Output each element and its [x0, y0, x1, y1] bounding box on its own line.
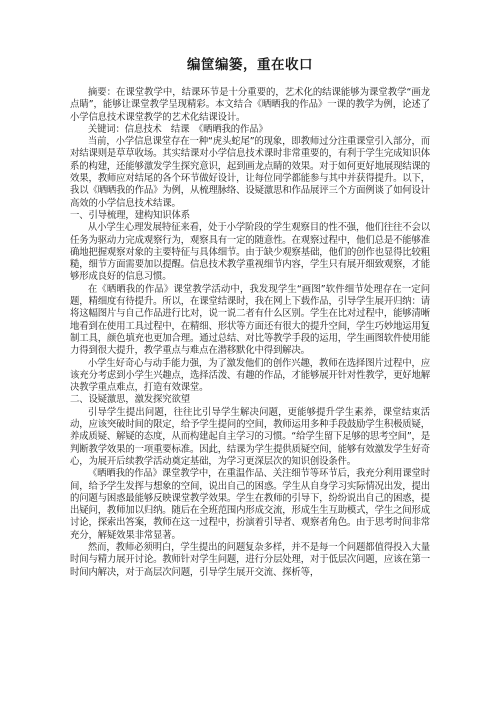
paragraph: 然而，教师必须明白，学生提出的问题复杂多样，并不是每一个问题都值得投入大量时间与精力展开讨论。教师针对学生问题，进行分层处理，对于低层次问题，应该在第一时间内解决，对于高层次问题，引导学生展开交流、探析等， [70, 541, 430, 578]
document-body [70, 87, 430, 579]
section-heading: 一、引导梳理，建构知识体系 [70, 209, 190, 221]
paragraph: 在《晒晒我的作品》课堂教学活动中，我发现学生“画图”软件细节处理存在一定问题，精细度有待提升。所以，在课堂结课时，我在网上下载作品，引导学生展开归纳：请将这幅图片与自己作品进行比对，说一说二者有什么区别。学生在比对过程中，能够清晰地看到在使用工具过程中，在精细、形状等方面还有很大的提升空间，学生巧妙地运用复制工具，颜色填充也更加合理。通过总结、对比等教学手段的运用，学生画图软件使用能力得到很大提升，教学重点与难点在潜移默化中得到解决。 [70, 283, 430, 357]
paragraph: 当前，小学信息课堂存在一种“虎头蛇尾”的现象，即教师过分注重课堂引入部分，而对结课则是草草收场。其实结课对小学信息技术课时非常重要的，有利于学生完成知识体系的构建，还能够激发学生探究意识，起到画龙点睛的效果。对于如何更好地展现结课的效果，教师应对结尾的各个环节做好设计，让每位同学都能参与其中并获得提升。以下，我以《晒晒我的作品》为例，从梳理脉络、设疑激思和作品展评三个方面例谈了如何设计高效的小学信息技术结课。 [70, 136, 430, 209]
paragraph: 《晒晒我的作品》课堂教学中，在重温作品、关注细节等环节后，我充分利用课堂时间，给予学生发挥与想象的空间，说出自己的困惑。学生从自身学习实际情况出发，提出的问题与困惑最能够反映课堂教学效果。学生在教师的引导下，纷纷说出自己的困惑，提出疑问，教师加以归纳。随后在全班范围内形成交流，形成生生互助模式，学生之间形成讨论，探索出答案，教师在这一过程中，扮演着引导者、观察者角色。由于思考时间非常充分，解疑效果非常显著。 [70, 468, 430, 541]
paragraph: 引导学生提出问题，往往比引导学生解决问题，更能够提升学生素养，课堂结束活动，应该突破时间的限定，给予学生提问的空间，教师运用多种手段鼓励学生积极质疑，养成质疑、解疑的态度，从而构建起自主学习的习惯。“给学生留下足够的思考空间”，是判断教学效果的一项重要标准。因此，结课为学生提供质疑空间，能够有效激发学生好奇心，为展开后续教学活动奠定基础，为学习更深层次的知识创设条件。 [70, 406, 430, 467]
document-title: 编筐编篓，重在收口 [187, 57, 313, 73]
paragraph: 小学生好奇心与动手能力强，为了激发他们的创作兴趣，教师在选择图片过程中，应该充分考虑到小学生兴趣点，选择活泼、有趣的作品，才能够展开针对性教学，更好地解决教学重点难点，打造有效课堂。 [70, 357, 430, 394]
paragraph: 从小学生心理发展特征来看，处于小学阶段的学生观察目的性不强，他们往往不会以任务为驱动力完成观察行为，观察具有一定的随意性。在观察过程中，他们总是不能够准确地把握观察对象的主要特征与具体细节。由于缺少观察基础，他们的创作也显得比较粗糙，细节方面需要加以提醒。信息技术教学重视细节内容，学生只有展开细致观察，才能够形成良好的信息习惯。 [70, 222, 430, 283]
section-heading: 二、设疑激思，激发探究欲望 [70, 394, 190, 406]
paragraph: 关键词：信息技术 结课 《晒晒我的作品》 [87, 123, 268, 135]
paragraph: 摘要：在课堂教学中，结课环节是十分重要的，艺术化的结课能够为课堂教学“画龙点睛”，能够让课堂教学呈现精彩。本文结合《晒晒我的作品》一课的教学为例，论述了小学信息技术课堂教学的艺术化结课设计。 [70, 87, 430, 123]
